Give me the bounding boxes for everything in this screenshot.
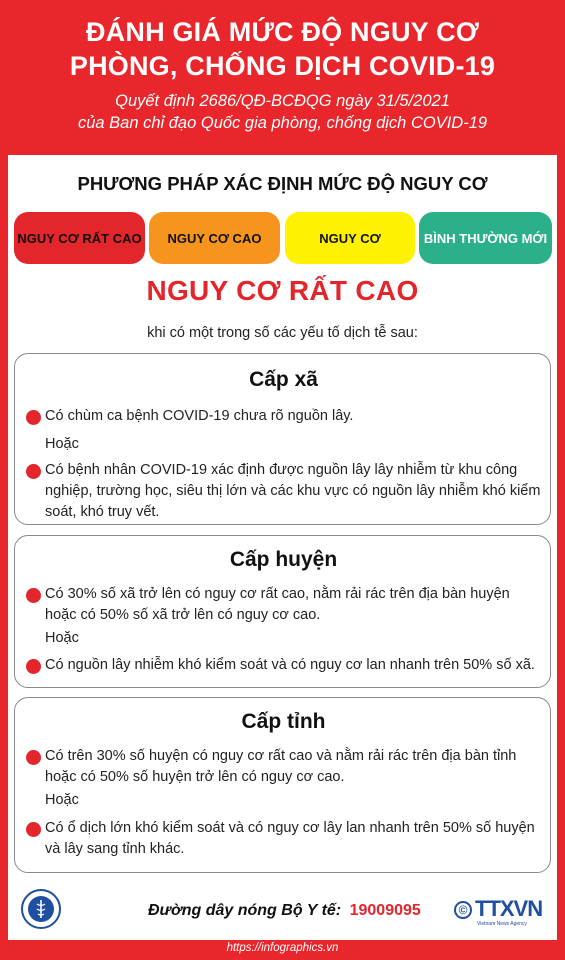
list-item: Có ổ dịch lớn khó kiểm soát và có nguy cơ lây lan nhanh trên 50% số huyện và lây sang tỉnh khác. (45, 820, 535, 857)
subtitle-line2: của Ban chỉ đạo Quốc gia phòng, chống dịch COVID-19 (77, 114, 488, 132)
copyright-icon: © (454, 901, 472, 919)
page-title-line1: ĐÁNH GIÁ MỨC ĐỘ NGUY CƠ (85, 17, 480, 47)
hotline (148, 902, 421, 920)
section-title: Cấp huyện (229, 548, 338, 571)
or-label: Hoặc (45, 792, 79, 808)
or-label: Hoặc (45, 630, 79, 646)
ttxvn-logo-subtext: Vietnam News Agency (477, 921, 527, 927)
ministry-of-health-logo-icon (21, 889, 61, 929)
bullet-icon (26, 750, 41, 765)
ttxvn-logo-text: TTXVN (475, 896, 543, 921)
section-title: Cấp tỉnh (241, 710, 326, 733)
section-title: Cấp xã (249, 368, 318, 391)
level-high: NGUY CƠ CAO (149, 212, 280, 264)
section-province (14, 697, 551, 873)
level-very-high: NGUY CƠ RẤT CAO (14, 212, 145, 264)
hotline-label: Đường dây nóng Bộ Y tế: (148, 902, 342, 919)
bullet-icon (26, 588, 41, 603)
risk-levels (14, 212, 552, 264)
risk-description: khi có một trong số các yếu tố dịch tễ sau: (147, 325, 418, 341)
page-title-line2: PHÒNG, CHỐNG DỊCH COVID-19 (69, 51, 496, 81)
header (0, 0, 565, 155)
section-district (14, 535, 551, 688)
bullet-icon (26, 659, 41, 674)
risk-title: NGUY CƠ RẤT CAO (146, 275, 419, 306)
bullet-icon (26, 822, 41, 837)
method-title: PHƯƠNG PHÁP XÁC ĐỊNH MỨC ĐỘ NGUY CƠ (77, 173, 488, 194)
list-item: Có nguồn lây nhiễm khó kiểm soát và có nguy cơ lan nhanh trên 50% số xã. (45, 657, 535, 673)
list-item: Có 30% số xã trở lên có nguy cơ rất cao, nằm rải rác trên địa bàn huyện hoặc có 50% số xã trở lên có nguy cơ cao. (45, 586, 510, 623)
hotline-number[interactable]: 19009095 (349, 902, 421, 919)
ttxvn-logo-icon (475, 896, 553, 930)
content-panel (8, 155, 557, 940)
list-item: Có trên 30% số huyện có nguy cơ rất cao và nằm rải rác trên địa bàn tỉnh hoặc có 50% số huyện trở lên có nguy cơ cao. (45, 748, 517, 785)
section-commune (14, 353, 551, 525)
subtitle-line1: Quyết định 2686/QĐ-BCĐQG ngày 31/5/2021 (115, 92, 450, 110)
list-item: Có chùm ca bệnh COVID-19 chưa rõ nguồn lây. (45, 408, 354, 424)
level-risk: NGUY CƠ (285, 212, 415, 264)
caduceus-icon (28, 896, 54, 922)
level-new-normal: BÌNH THƯỜNG MỚI (419, 212, 552, 264)
or-label: Hoặc (45, 436, 79, 452)
source-url[interactable]: https://infographics.vn (226, 942, 339, 954)
bullet-icon (26, 410, 41, 425)
list-item: Có bệnh nhân COVID-19 xác định được nguồn lây lây nhiễm từ khu công nghiệp, trường học, siêu thị lớn và các khu vực có nguồn lây nhiễm khó kiểm soát, khó truy vết. (45, 462, 541, 520)
bullet-icon (26, 464, 41, 479)
